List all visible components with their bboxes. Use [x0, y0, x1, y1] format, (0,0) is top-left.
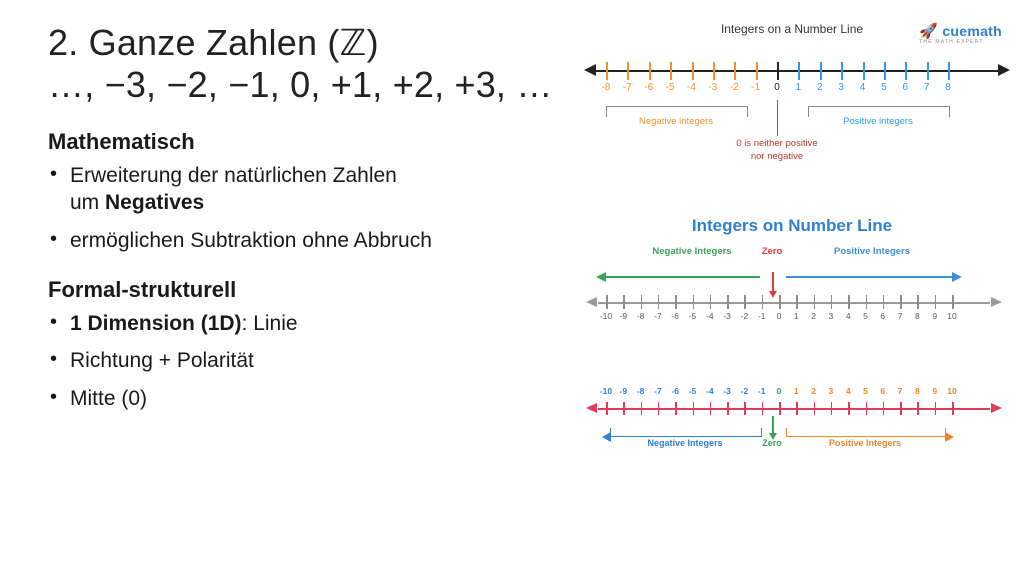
figure1-zero-pointer [777, 100, 778, 136]
tick-mark [658, 402, 660, 415]
logo-tagline: THE MATH EXPERT [919, 39, 984, 45]
tick-mark [623, 402, 625, 415]
tick-label: 6 [880, 311, 886, 321]
tick-mark [641, 402, 643, 415]
tick-mark [935, 295, 937, 309]
rocket-icon: 🚀 [919, 23, 938, 40]
bullet-text-part-a: Erweiterung der natürlichen Zahlen [70, 163, 397, 187]
figure3-number-line [572, 384, 1012, 484]
tick-mark [727, 295, 729, 309]
tick-mark [675, 402, 677, 415]
tick-mark [606, 62, 608, 80]
axis-arrow-right-icon [998, 64, 1010, 76]
tick-mark [777, 62, 779, 80]
tick-label: -10 [599, 386, 613, 396]
figures-column [572, 14, 1012, 494]
tick-label: -7 [654, 386, 662, 396]
tick-label: 1 [795, 82, 802, 93]
axis-arrow-right-icon [991, 403, 1002, 413]
tick-mark [952, 402, 954, 415]
figure3-zero-label: Zero [762, 438, 782, 448]
list-item: • ermöglichen Subtraktion ohne Abbruch [48, 228, 568, 255]
tick-label: 8 [915, 386, 920, 396]
tick-mark [713, 62, 715, 80]
tick-mark [744, 402, 746, 415]
page-title [48, 22, 568, 107]
axis-arrow-right-icon [991, 297, 1002, 307]
tick-label: -6 [671, 386, 679, 396]
tick-mark [727, 402, 729, 415]
figure2-positive-arrow [786, 276, 952, 278]
tick-mark [710, 295, 712, 309]
tick-mark [627, 62, 629, 80]
tick-mark [670, 62, 672, 80]
list-item: • Mitte (0) [48, 386, 568, 413]
tick-mark [744, 295, 746, 309]
figure1-note-line-1: 0 is neither positive [736, 138, 818, 149]
tick-mark [779, 402, 781, 415]
tick-mark [796, 295, 798, 309]
tick-mark [623, 295, 625, 309]
tick-label: 10 [947, 386, 957, 396]
tick-mark [658, 295, 660, 309]
tick-label: -7 [654, 311, 662, 321]
tick-label: 4 [845, 311, 851, 321]
tick-mark [734, 62, 736, 80]
tick-label: 9 [932, 386, 938, 396]
figure-integers-number-line-1 [572, 22, 1012, 212]
tick-label: 5 [863, 311, 868, 321]
tick-label: -8 [636, 311, 645, 321]
figure2-negative-label: Negative Integers [652, 246, 732, 257]
tick-label: -3 [723, 311, 731, 321]
tick-label: 10 [947, 311, 957, 321]
figure1-zero-note [736, 138, 817, 164]
tick-label: -8 [601, 82, 611, 93]
tick-label: -8 [636, 386, 645, 396]
tick-mark [693, 295, 695, 309]
tick-mark [927, 62, 929, 80]
tick-label: -9 [619, 311, 628, 321]
tick-label: 1 [793, 311, 799, 321]
tick-mark [917, 295, 919, 309]
tick-label: 3 [838, 82, 844, 93]
figure3-negative-label: Negative Integers [647, 438, 723, 448]
tick-label: -7 [622, 82, 632, 93]
figure1-negative-label: Negative integers [639, 116, 713, 127]
tick-label: 7 [897, 311, 903, 321]
tick-mark [641, 295, 643, 309]
tick-mark [900, 402, 902, 415]
tick-label: 6 [902, 82, 909, 93]
tick-mark [779, 295, 781, 309]
tick-label: -5 [688, 386, 697, 396]
tick-mark [814, 295, 816, 309]
figure-integers-number-line-3 [572, 384, 1012, 494]
figure2-zero-label: Zero [761, 246, 783, 257]
tick-mark [762, 295, 764, 309]
tick-mark [848, 295, 850, 309]
tick-label: 1 [793, 386, 799, 396]
tick-label: 3 [828, 386, 834, 396]
title-line-1: 2. Ganze Zahlen (ℤ) [48, 22, 379, 63]
slide-text-column [48, 22, 568, 424]
tick-label: 5 [863, 386, 868, 396]
tick-mark [952, 295, 954, 309]
tick-mark [762, 402, 764, 415]
tick-label: -9 [619, 386, 628, 396]
figure-integers-number-line-2 [572, 216, 1012, 366]
tick-mark [820, 62, 822, 80]
tick-label: 4 [859, 82, 866, 93]
tick-mark [948, 62, 950, 80]
tick-mark [917, 402, 919, 415]
tick-label: 4 [845, 386, 851, 396]
tick-label: -6 [671, 311, 679, 321]
tick-mark [710, 402, 712, 415]
section-heading-mathematisch: Mathematisch [48, 128, 195, 154]
logo-name: cuemath [942, 23, 1002, 39]
figure1-axis [596, 70, 998, 72]
figure1-positive-label: Positive integers [843, 116, 913, 127]
section-heading-formal-strukturell: Formal-strukturell [48, 276, 237, 302]
tick-mark [905, 62, 907, 80]
figure2-positive-label: Positive Integers [833, 246, 911, 257]
axis-arrow-left-icon [584, 64, 596, 76]
tick-label: 6 [880, 386, 886, 396]
tick-label: 9 [932, 311, 938, 321]
tick-label: 7 [897, 386, 903, 396]
tick-mark [900, 295, 902, 309]
figure3-negative-bracket [610, 428, 762, 437]
tick-mark [831, 402, 833, 415]
tick-label: -3 [723, 386, 731, 396]
tick-label: -5 [665, 82, 675, 93]
tick-label: -1 [757, 386, 766, 396]
tick-mark [692, 62, 694, 80]
bullet-list-mathematisch [48, 163, 568, 255]
tick-label: -10 [599, 311, 613, 321]
tick-mark [756, 62, 758, 80]
tick-label: 3 [828, 311, 834, 321]
list-item [48, 163, 568, 217]
tick-mark [863, 62, 865, 80]
tick-label: -3 [708, 82, 718, 93]
tick-mark [848, 402, 850, 415]
title-line-2: …, −3, −2, −1, 0, +1, +2, +3, … [48, 64, 553, 106]
tick-label: 0 [776, 386, 782, 396]
tick-label: 5 [881, 82, 887, 93]
cuemath-logo [919, 24, 1002, 45]
tick-mark [831, 295, 833, 309]
figure2-number-line [572, 246, 1012, 352]
tick-label: 8 [915, 311, 920, 321]
list-item: • Richtung + Polarität [48, 348, 568, 375]
tick-label: 0 [774, 82, 780, 93]
tick-label: -4 [706, 311, 714, 321]
figure2-axis [598, 302, 990, 304]
figure3-positive-bracket [786, 428, 946, 437]
tick-label: 7 [923, 82, 930, 93]
tick-mark [866, 402, 868, 415]
figure2-negative-arrow [606, 276, 760, 278]
tick-mark [693, 402, 695, 415]
figure2-title: Integers on Number Line [691, 216, 893, 235]
tick-mark [883, 295, 885, 309]
tick-label: 0 [776, 311, 782, 321]
figure1-title: Integers on a Number Line [720, 22, 864, 36]
figure1-number-line [572, 54, 1012, 204]
axis-arrow-left-icon [586, 297, 597, 307]
tick-mark [675, 295, 677, 309]
tick-mark [883, 402, 885, 415]
bullet-text-emphasis: 1 Dimension (1D) [70, 311, 242, 335]
tick-label: -6 [644, 82, 654, 93]
tick-label: -4 [687, 82, 696, 93]
figure3-positive-label: Positive Integers [828, 438, 902, 448]
tick-label: 2 [811, 386, 816, 396]
tick-label: 2 [816, 82, 823, 93]
tick-label: -2 [729, 82, 739, 93]
tick-mark [606, 295, 608, 309]
figure3-zero-pointer [772, 416, 774, 434]
tick-label: 8 [945, 82, 951, 93]
figure2-zero-pointer [772, 272, 774, 292]
tick-mark [796, 402, 798, 415]
figure1-note-line-2: nor negative [750, 150, 804, 162]
tick-label: -1 [757, 311, 766, 321]
tick-mark [814, 402, 816, 415]
tick-mark [866, 295, 868, 309]
tick-label: -5 [688, 311, 697, 321]
bullet-text-part-b: um [70, 190, 106, 214]
tick-mark [935, 402, 937, 415]
bullet-text-emphasis: Negatives [105, 190, 205, 214]
tick-mark [798, 62, 800, 80]
bullet-text-rest: : Linie [241, 311, 298, 335]
bullet-list-formal [48, 311, 568, 414]
axis-arrow-left-icon [586, 403, 597, 413]
tick-label: -2 [740, 311, 749, 321]
tick-mark [884, 62, 886, 80]
tick-label: -1 [751, 82, 761, 93]
list-item [48, 311, 568, 338]
tick-label: -2 [740, 386, 749, 396]
tick-mark [649, 62, 651, 80]
tick-label: -4 [706, 386, 714, 396]
figure3-axis [598, 408, 990, 410]
tick-label: 2 [811, 311, 816, 321]
tick-mark [606, 402, 608, 415]
tick-mark [841, 62, 843, 80]
